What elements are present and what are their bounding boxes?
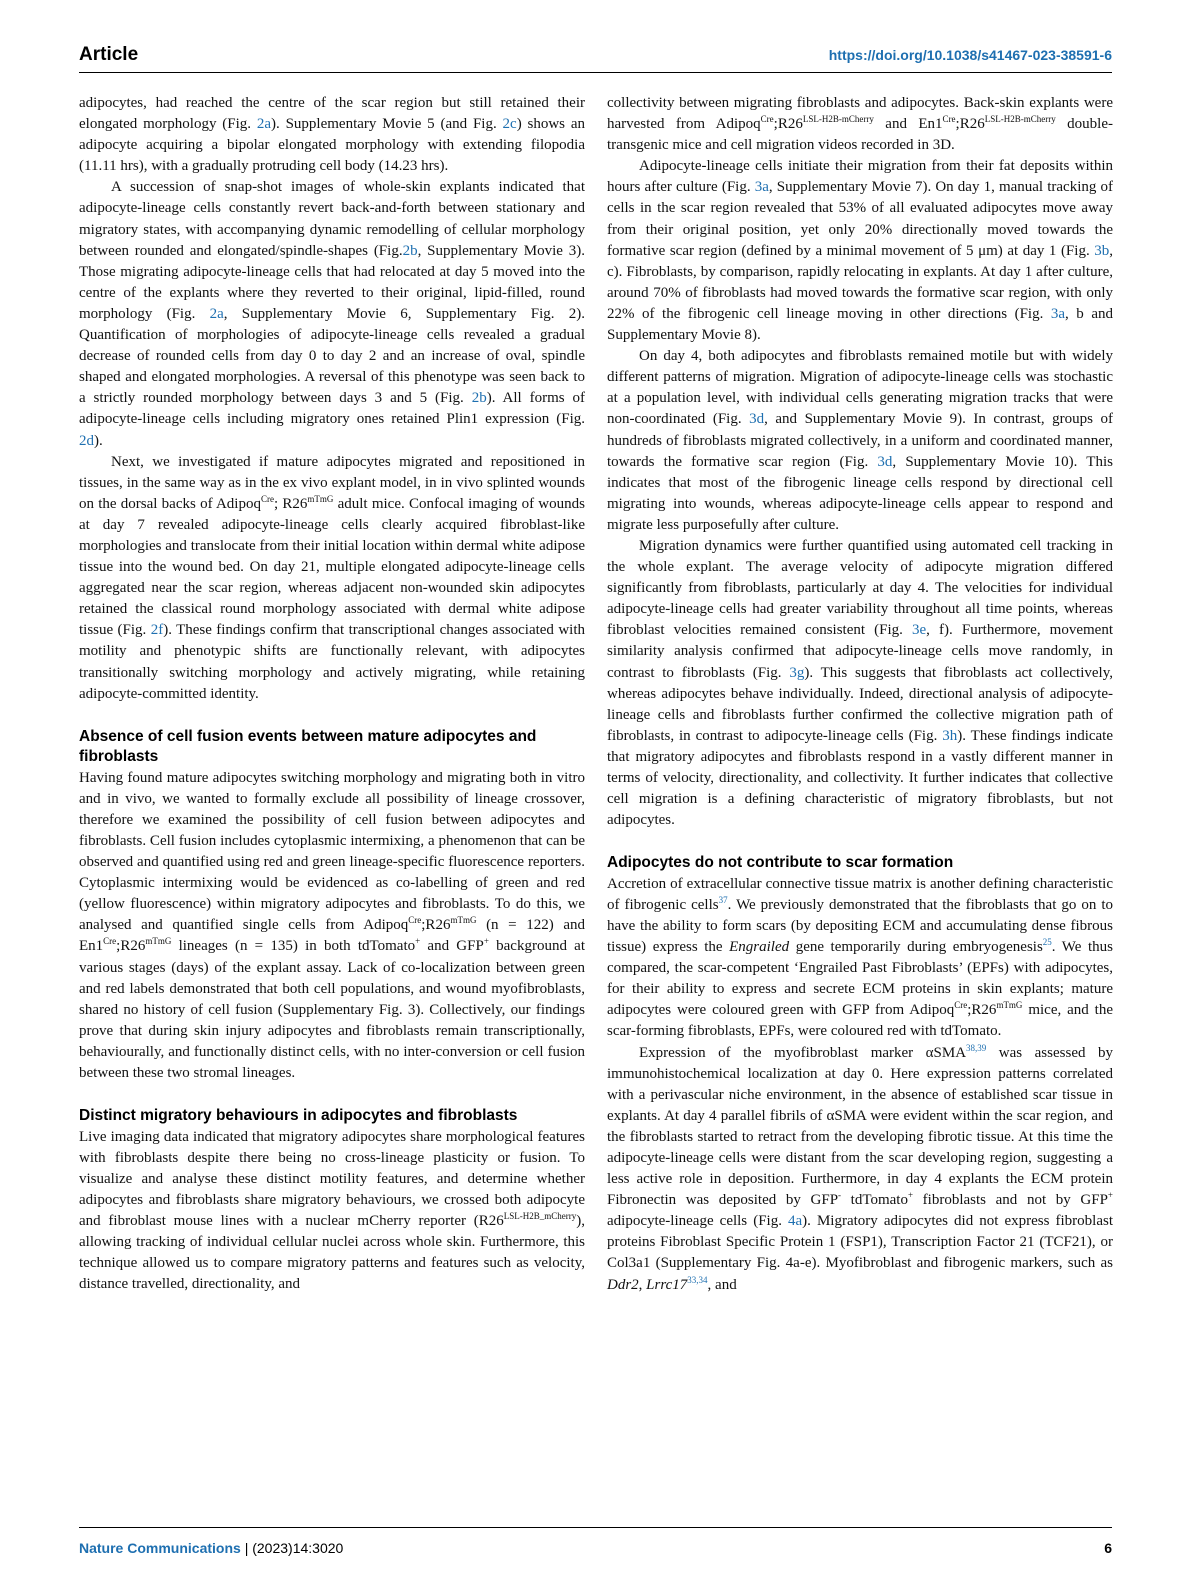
right-column bbox=[607, 93, 1113, 1296]
header-doi-link[interactable]: https://doi.org/10.1038/s41467-023-38591-6 bbox=[828, 47, 1112, 63]
right-paragraph-1: collectivity between migrating fibroblasts and adipocytes. Back-skin explants were harvested from $Adipoq^{Cre};R26^{LSL-H2B-mCherry}$ and $En1^{Cre};R26^{LSL-H2B-mCherry}$ double-transgenic mice and cell migration videos recorded in 3D. bbox=[607, 95, 1113, 154]
right-paragraph-6: Expression of the myofibroblast marker αSMA$^{38,39}$ was assessed by immunohistochemical localization at day 0. Here expression patterns correlated with a perivascular niche environment, in the absence of established scar tissue in explants. At day 4 parallel fibrils of αSMA were evident within the scar region, and the fibroblasts started to retract from the developing fibrotic tissue. At this time the adipocyte-lineage cells were distant from the scar developing region, suggesting a less active role in deposition. Furthermore, in day 4 explants the ECM protein Fibronectin was deposited by GFP- tdTomato+ fibroblasts and not by GFP+ adipocyte-lineage cells (Fig. 4a). Migratory adipocytes did not express fibroblast proteins Fibroblast Specific Protein 1 (FSP1), Transcription Factor 21 (TCF21), or Col3a1 (Supplementary Fig. 4a-e). Myofibroblast and fibrogenic markers, such as Ddr2, Lrrc17$^{33,34}$, and bbox=[607, 1042, 1113, 1293]
footer-volume: | (2023)14:3020 bbox=[240, 1540, 344, 1556]
page-number: 6 bbox=[1104, 1540, 1112, 1556]
right-paragraph-4: Migration dynamics were further quantified using automated cell tracking in the whole explant. The average velocity of adipocyte migration differed significantly from fibroblasts, particularly at day 4. The velocities for individual adipocyte-lineage cells had greater variability throughout all time points, whereas fibroblast velocities remained consistent (Fig. 3e, f). Furthermore, movement similarity analysis confirmed that adipocyte-lineage cells move randomly, in contrast to fibroblasts (Fig. 3g). This suggests that fibroblasts act collectively, whereas adipocytes behave individually. Indeed, directional analysis of adipocyte-lineage cells and fibroblasts further confirmed the collective migration path of fibroblasts, in contrast to adipocyte-lineage cells (Fig. 3h). These findings indicate that migratory adipocytes and fibroblasts respond in a vastly different manner in terms of velocity, directionality, and collectivity. It further indicates that collective cell migration is a defining characteristic of migratory fibroblasts, but not adipocytes. bbox=[607, 537, 1114, 829]
header-rule bbox=[79, 72, 1112, 73]
right-paragraph-3: On day 4, both adipocytes and fibroblasts remained motile but with widely different patterns of migration. Migration of adipocyte-lineage cells was stochastic at a population level, with individual cells generating migration tracks that were non-coordinated (Fig. 3d, and Supplementary Movie 9). In contrast, groups of hundreds of fibroblasts migrated collectively, in a uniform and coordinated manner, towards the formative scar region (Fig. 3d, Supplementary Movie 10). This indicates that most of the fibrogenic lineage cells respond by directional cell migrating into wounds, whereas adipocyte-lineage cells appear to respond and migrate less purposefully after culture. bbox=[607, 348, 1113, 533]
left-paragraph-1: adipocytes, had reached the centre of the scar region but still retained their elongated morphology (Fig. 2a). Supplementary Movie 5 (and Fig. 2c) shows an adipocyte acquiring a bipolar elongated morphology with extending filopodia (11.11 hrs), with a gradually protruding cell body (14.23 hrs). bbox=[79, 95, 585, 175]
heading-scar-formation: Adipocytes do not contribute to scar formation bbox=[607, 854, 954, 872]
right-paragraph-2: Adipocyte-lineage cells initiate their migration from their fat deposits within hours after culture (Fig. 3a, Supplementary Movie 7). On day 1, manual tracking of cells in the scar region revealed that 53% of all evaluated adipocytes move away from their original position, yet only 20% directionally moved towards the formative scar region (defined by a minimal movement of 5 μm) at day 1 (Fig. 3b, c). Fibroblasts, by comparison, rapidly relocating in explants. At day 1 after culture, around 70% of fibroblasts had moved towards the formative scar region, with only 22% of the fibrogenic cell lineage moving in other directions (Fig. 3a, b and Supplementary Movie 8). bbox=[607, 158, 1113, 344]
heading-migratory-behaviours: Distinct migratory behaviours in adipocytes and fibroblasts bbox=[79, 1107, 518, 1125]
right-paragraph-5: Accretion of extracellular connective tissue matrix is another defining characteristic of fibrogenic cells$^{37}$. We previously demonstrated that the fibroblasts that go on to have the ability to form scars (by depositing ECM and accumulating dense fibrous tissue) express the Engrailed gene temporarily during embryogenesis$^{25}$. We thus compared, the scar-competent ‘Engrailed Past Fibroblasts’ (EPFs) with adipocytes, for their ability to express and secrete ECM proteins in skin explants; mature adipocytes were coloured green with GFP from $Adipoq^{Cre};R26^{mTmG}$ mice, and the scar-forming fibroblasts, EPFs, were coloured red with tdTomato. bbox=[607, 875, 1114, 1040]
left-column bbox=[79, 93, 585, 1295]
footer-citation bbox=[79, 1540, 343, 1556]
left-paragraph-3: Next, we investigated if mature adipocytes migrated and repositioned in tissues, in the same way as in the ex vivo explant model, in in vivo splinted wounds on the dorsal backs of Adipoq$^{Cre}$; $R26^{mTmG}$ adult mice. Confocal imaging of wounds at day 7 revealed adipocyte-lineage cells clearly acquired fibroblast-like morphologies and translocate from their initial location within dermal white adipose tissue into the wound bed. On day 21, multiple elongated adipocyte-lineage cells aggregated near the scar region, whereas adjacent non-wounded skin adipocytes retained the classical round morphology associated with dermal white adipose tissue (Fig. 2f). These findings confirm that transcriptional changes associated with motility and phenotypic shifts are functionally relevant, with adipocytes transitionally switching morphology and actively migrating, while retaining adipocyte-committed identity. bbox=[79, 453, 585, 702]
left-paragraph-4: Having found mature adipocytes switching morphology and migrating both in vitro and in vivo, we wanted to formally exclude all possibility of lineage crossover, therefore we examined the possibility of cell fusion between adipocytes and fibroblasts. Cell fusion includes cytoplasmic intermixing, a phenomenon that can be observed and quantified using red and green lineage-specific fluorescence reporters. Cytoplasmic intermixing would be evidenced as co-labelling of green and red (yellow fluorescence) within migratory adipocytes and fibroblasts. To do this, we analysed and quantified single cells from $Adipoq^{Cre};R26^{mTmG}$ (n = 122) and $En1^{Cre};R26^{mTmG}$ lineages (n = 135) in both tdTomato+ and GFP+ background at various stages (days) of the explant assay. Lack of co-localization between green and red labels demonstrated that both cell populations, and wound myofibroblasts, shared no history of cell fusion (Supplementary Fig. 3). Collectively, our findings prove that during skin injury adipocytes and fibroblasts remain transcriptionally, behaviourally, and functionally distinct cells, with no inter-conversion or cell fusion between these two stromal lineages. bbox=[79, 769, 585, 1082]
left-paragraph-2: A succession of snap-shot images of whole-skin explants indicated that adipocyte-lineage cells constantly revert back-and-forth between stationary and migratory states, with accompanying dynamic remodelling of cellular morphology between rounded and elongated/spindle-shapes (Fig.2b, Supplementary Movie 3). Those migrating adipocyte-lineage cells that had relocated at day 5 moved into the centre of the explants where they reverted to their original, lipid-filled, round morphology (Fig. 2a, Supplementary Movie 6, Supplementary Fig. 2). Quantification of morphologies of adipocyte-lineage cells revealed a gradual decrease of rounded cells from day 0 to day 2 and an increase of oval, spindle shaped and elongated morphologies. A reversal of this phenotype was seen back to a strictly rounded morphology between days 3 and 5 (Fig. 2b). All forms of adipocyte-lineage cells including migratory ones retained Plin1 expression (Fig. 2d). bbox=[79, 179, 586, 449]
heading-cell-fusion: Absence of cell fusion events between mature adipocytes and fibroblasts bbox=[79, 727, 537, 766]
left-paragraph-5: Live imaging data indicated that migratory adipocytes share morphological features with fibroblasts despite there being no cross-lineage plasticity or fusion. To visualize and analyse these distinct motility features, and determine whether adipocytes and fibroblasts share migratory behaviours, we crossed both adipocyte and fibroblast mouse lines with a nuclear mCherry reporter $(R26^{LSL-H2B\_mCherry})$, allowing tracking of individual cellular nuclei across whole skin. Furthermore, this technique allowed us to compare migratory patterns and features such as velocity, distance travelled, directionality, and bbox=[79, 1128, 585, 1293]
footer-rule bbox=[79, 1527, 1112, 1528]
footer-journal-name[interactable]: Nature Communications bbox=[79, 1540, 241, 1556]
header-article-label: Article bbox=[79, 44, 139, 65]
